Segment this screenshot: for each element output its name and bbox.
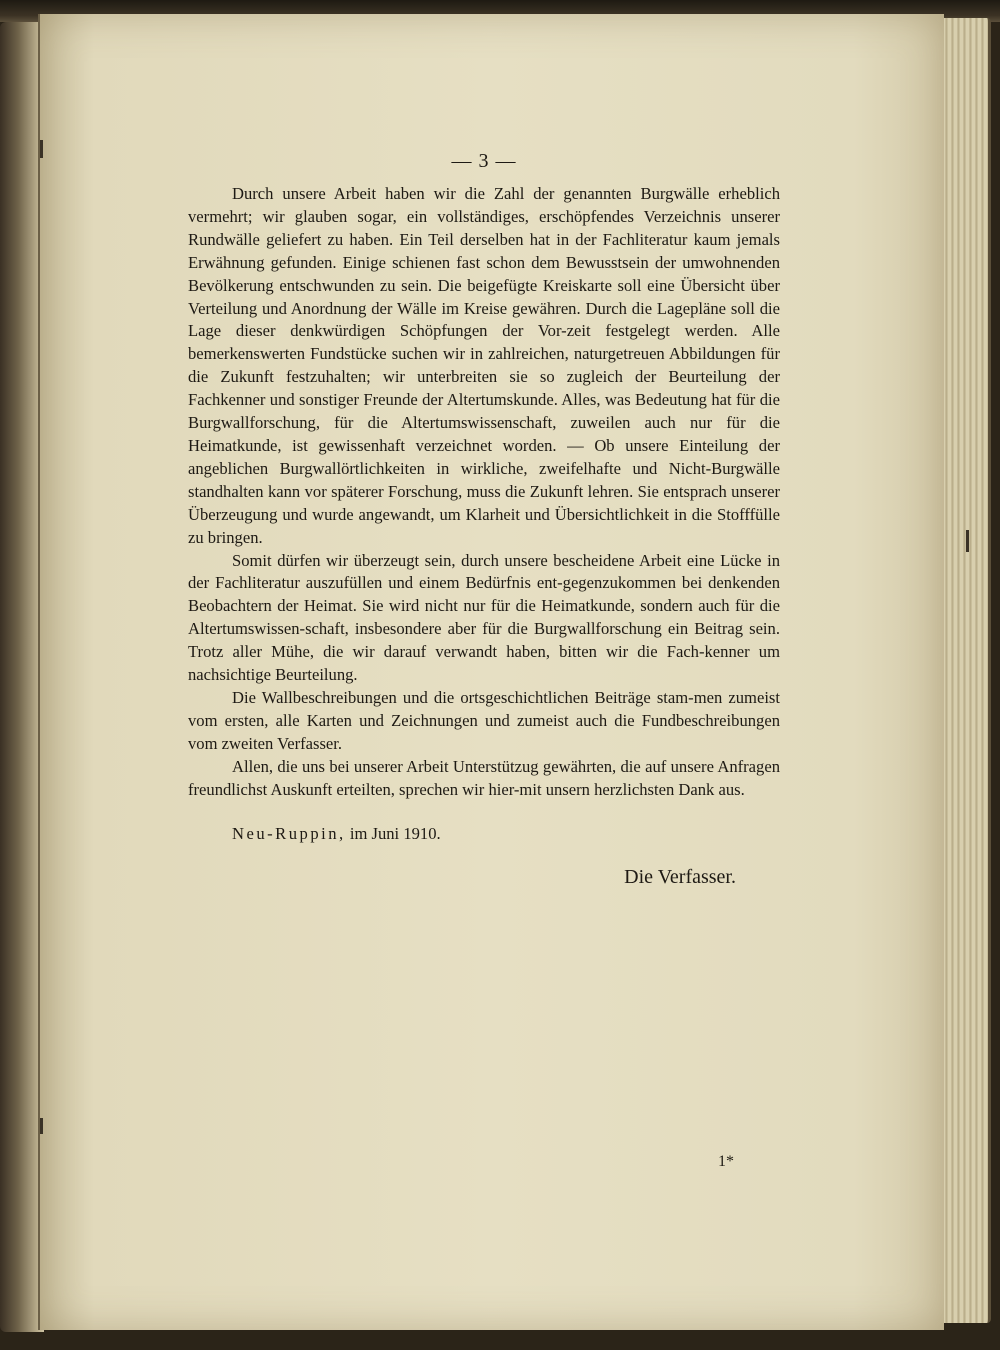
margin-mark [40,140,43,158]
page-stack-edge [936,18,991,1323]
page-text-block [188,150,780,889]
paragraph-2: Somit dürfen wir überzeugt sein, durch unsere bescheidene Arbeit eine Lücke in der Fachliteratur auszufüllen und einem Bedürfnis ent-gegenzukommen bei denkenden Beobachtern der Heimat. Sie wird nicht nur für die Heimatkunde, sondern auch für die Altertumswissen-schaft, insbesondere aber für die Burgwallforschung ein Beitrag sein. Trotz aller Mühe, die wir darauf verwandt haben, bitten wir die Fach-kenner um nachsichtige Beurteilung. [188,550,780,685]
place-name: Neu-Ruppin, [232,824,346,844]
page-number: — 3 — [451,150,517,172]
paragraph-4: Allen, die uns bei unserer Arbeit Unterstützug gewährten, die auf unsere Anfragen freundlichst Auskunft erteilten, sprechen wir hier-mit unsern herzlichsten Dank aus. [188,756,780,799]
date-text: im Juni 1910. [349,824,441,844]
paragraph-3: Die Wallbeschreibungen und die ortsgeschichtlichen Beiträge stam-men zumeist vom ersten, alle Karten und Zeichnungen und zumeist auch die Fundbeschreibungen vom zweiten Verfasser. [188,687,780,753]
paragraph-1: Durch unsere Arbeit haben wir die Zahl der genannten Burgwälle erheblich vermehrt; wir glauben sogar, ein vollständiges, erschöpfendes Verzeichnis unserer Rundwälle geliefert zu haben. Ein Teil derselben hat in der Fachliteratur kaum jemals Erwähnung gefunden. Einige schienen fast schon dem Bewusstsein der umwohnenden Bevölkerung entschwunden zu sein. Die beigefügte Kreiskarte soll eine Übersicht über Verteilung und Anordnung der Wälle im Kreise gewähren. Durch die Lagepläne soll die Lage dieser denkwürdigen Schöpfungen der Vor-zeit festgelegt werden. Alle bemerkenswerten Fundstücke suchen wir in zahlreichen, naturgetreuen Abbildungen für die Zukunft festzuhalten; wir unterbreiten sie so zugleich der Beurteilung der Fachkenner und sonstiger Freunde der Altertumskunde. Alles, was Bedeutung hat für die Burgwallforschung, für die Altertumswissenschaft, zuweilen auch nur für die Heimatkunde, ist gewissenhaft verzeichnet worden. — Ob unsere Einteilung der angeblichen Burgwallörtlichkeiten in wirkliche, zweifelhafte und Nicht-Burgwälle standhalten kann vor späterer Forschung, muss die Zukunft lehren. Sie entsprach unserer Überzeugung und wurde angewandt, um Klarheit und Übersichtlichkeit in die Stofffülle zu bringen. [188,184,780,547]
margin-mark [966,530,969,552]
sheet-signature-mark: 1* [718,1153,734,1170]
signature: Die Verfasser. [624,866,736,889]
place-date-line [188,823,780,846]
margin-mark [40,1118,43,1134]
